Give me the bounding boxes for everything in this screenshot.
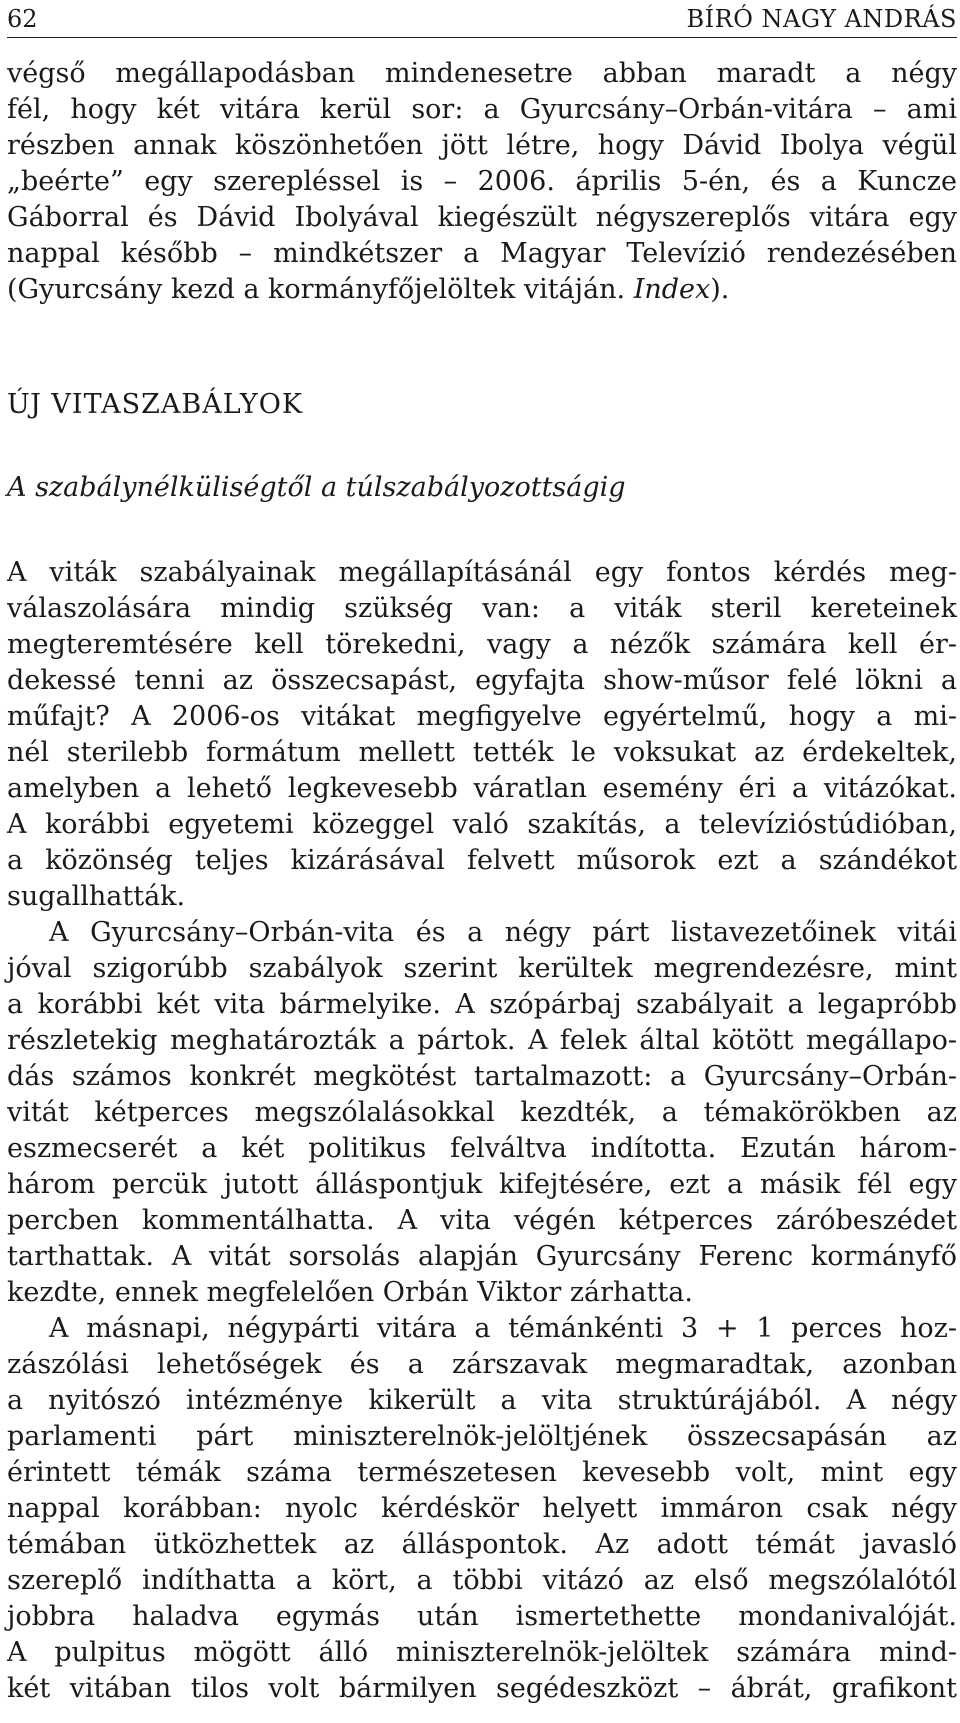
text-line: eszmecserét a két politikus felváltva indította. Ezután három- [7,1133,957,1164]
text-line: nél sterilebb formátum mellett tették le voksukat az érdekeltek, [7,737,957,768]
text-line: két vitában tilos volt bármilyen segédeszközt – ábrát, grafikont [7,1673,957,1704]
text-line: „beérte” egy szerepléssel is – 2006. április 5-én, és a Kuncze [7,166,957,197]
text-span: (Gyurcsány kezd a kormányfőjelöltek vitáján. [7,274,634,305]
text-line: a nyitószó intézménye kikerült a vita struktúrájából. A négy [7,1385,957,1416]
text-line: érintett témák száma természetesen kevesebb volt, mint egy [7,1457,957,1488]
running-head-author: BÍRÓ NAGY ANDRÁS [686,5,957,33]
text-line: tarthattak. A vitát sorsolás alapján Gyurcsány Ferenc kormányfő [7,1241,957,1272]
text-line: A másnapi, négypárti vitára a témánkénti 3 + 1 perces hoz- [49,1313,957,1344]
text-line: amelyben a lehető legkevesebb váratlan esemény éri a vitázókat. [7,773,957,804]
page-number: 62 [7,5,38,33]
text-span: ). [710,274,730,305]
text-line: dás számos konkrét megkötést tartalmazott: a Gyurcsány–Orbán- [7,1061,957,1092]
text-line: percben kommentálhatta. A vita végén kétperces záróbeszédet [7,1205,957,1236]
text-line: A viták szabályainak megállapításánál egy fontos kérdés meg- [7,557,957,588]
text-line: a korábbi két vita bármelyike. A szópárbaj szabályait a legapróbb [7,989,957,1020]
text-line: nappal később – mindkétszer a Magyar Televízió rendezésében [7,238,957,269]
text-line: műfajt? A 2006-os vitákat megfigyelve egyértelmű, hogy a mi- [7,701,957,732]
text-line: végső megállapodásban mindenesetre abban maradt a négy [7,58,957,89]
text-line: jobbra haladva egymás után ismertethette mondanivalóját. [7,1601,957,1632]
text-line: a közönség teljes kizárásával felvett műsorok ezt a szándékot [7,845,957,876]
text-line [7,272,957,308]
text-line: részletekig meghatározták a pártok. A felek által kötött megállapo- [7,1025,957,1056]
header-rule [7,37,957,38]
text-line: válaszolására mindig szükség van: a viták steril kereteinek [7,593,957,624]
running-head [7,4,957,34]
section-subtitle: A szabálynélküliségtől a túlszabályozottságig [7,472,626,503]
text-line: részben annak köszönhetően jött létre, hogy Dávid Ibolya végül [7,130,957,161]
text-line: dekessé tenni az összecsapást, egyfajta show-műsor felé lökni a [7,665,957,696]
text-line: három percük jutott álláspontjuk kifejtésére, ezt a másik fél egy [7,1169,957,1200]
source-citation: Index [633,274,711,305]
text-line: A korábbi egyetemi közeggel való szakítás, a televízióstúdióban, [7,809,957,840]
text-line: megteremtésére kell törekedni, vagy a nézők számára kell ér- [7,629,957,660]
text-line: nappal korábban: nyolc kérdéskör helyett immáron csak négy [7,1493,957,1524]
text-line: zászólási lehetőségek és a zárszavak megmaradtak, azonban [7,1349,957,1380]
text-line: kezdte, ennek megfelelően Orbán Viktor zárhatta. [7,1277,693,1308]
text-line: A pulpitus mögött álló miniszterelnök-jelöltek számára mind- [7,1637,957,1668]
book-page [7,0,957,1723]
text-line: sugallhatták. [7,881,186,912]
text-line: témában ütközhettek az álláspontok. Az adott témát javasló [7,1529,957,1560]
text-line: A Gyurcsány–Orbán-vita és a négy párt listavezetőinek vitái [49,917,957,948]
text-line: vitát kétperces megszólalásokkal kezdték, a témakörökben az [7,1097,957,1128]
text-line: fél, hogy két vitára kerül sor: a Gyurcsány–Orbán-vitára – ami [7,94,957,125]
text-line: Gáborral és Dávid Ibolyával kiegészült négyszereplős vitára egy [7,202,957,233]
text-line: parlamenti párt miniszterelnök-jelöltjének összecsapásán az [7,1421,957,1452]
section-title: ÚJ VITASZABÁLYOK [7,389,304,420]
text-line: szereplő indíthatta a kört, a többi vitázó az első megszólalótól [7,1565,957,1596]
text-line: jóval szigorúbb szabályok szerint kerültek megrendezésre, mint [7,953,957,984]
